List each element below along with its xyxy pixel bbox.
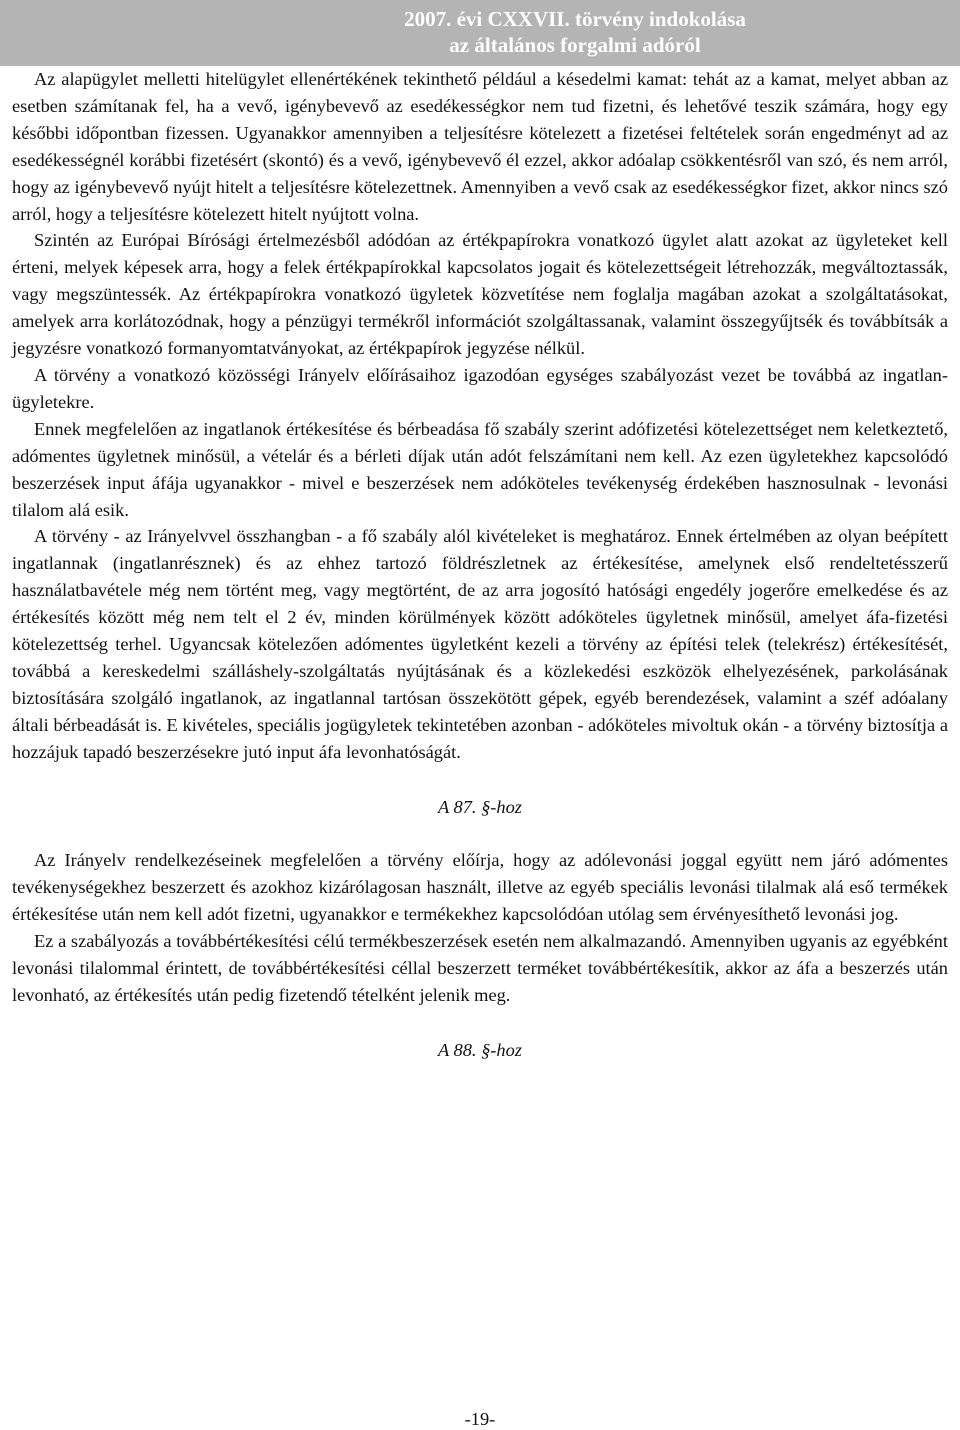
paragraph-real-estate-intro: A törvény a vonatkozó közösségi Irányelv előírásaihoz igazodóan egységes szabályozást vezet be továbbá az ingatlan-ügyletekre.: [12, 364, 948, 412]
paragraph-resale: Ez a szabályozás a továbbértékesítési célú termékbeszerzések esetén nem alkalmazandó. Amennyiben ugyanis az egyébként levonási tilalommal érintett, de továbbértékesítési céllal beszerzett terméket továbbértékesítik, akkor az áfa a beszerzés után levonható, az értékesítés után pedig fizetendő tételként jelenik meg.: [12, 931, 948, 1005]
paragraph-irányelv: Az Irányelv rendelkezéseinek megfelelően a törvény előírja, hogy az adólevonási joggal együtt nem járó adómentes tevékenységekhez beszerzett és azokhoz kizárólagosan használt, illetve az egyéb speciális levonási tilalmak alá eső termékek értékesítése után nem kell adót fizetni, ugyanakkor e termékekhez kapcsolódóan utólag sem érvényesíthető levonási jog.: [12, 850, 948, 925]
header-subtitle: az általános forgalmi adóról: [449, 33, 701, 57]
document-body: [12, 66, 948, 1091]
section-heading-88: A 88. §-hoz: [438, 1039, 522, 1060]
section-heading-87: A 87. §-hoz: [438, 796, 522, 817]
header-title: 2007. évi CXXVII. törvény indokolása: [404, 7, 746, 31]
page-header: [0, 0, 960, 66]
paragraph-exceptions: A törvény - az Irányelvvel összhangban - a fő szabály alól kivételeket is meghatároz. Ennek értelmében az olyan beépített ingatlannak (ingatlanrésznek) és az ehhez tartozó földrészletnek az értékesítése, amelynek első rendeltetésszerű használatbavétele még nem történt meg, vagy megtörtént, de az arra jogosító hatósági engedély jogerőre emelkedése és az értékesítés között még nem telt el 2 év, minden körülmények között adóköteles ügyletnek minősül, amelyet áfa-fizetési kötelezettség terhel. Ugyancsak kötelezően adómentes ügyletként kezeli a törvény az építési telek (telekrész) értékesítését, továbbá a kereskedelmi szálláshely-szolgáltatás nyújtásának és a közlekedési eszközök elhelyezésének, parkolásának biztosítására szolgáló ingatlanok, az ingatlannal tartósan összekötött gépek, egyéb berendezések, valamint a széf adóalany általi bérbeadását is. E kivételes, speciális jogügyletek tekintetében azonban - adóköteles mivoltuk okán - a törvény biztosítja a hozzájuk tapadó beszerzésekre jutó input áfa levonhatóságát.: [12, 526, 948, 762]
paragraph-securities: Szintén az Európai Bírósági értelmezésből adódóan az értékpapírokra vonatkozó ügylet alatt azokat az ügyleteket kell érteni, melyek képesek arra, hogy a felek értékpapírokkal kapcsolatos jogait és kötelezettségeit létrehozzák, megváltoztassák, vagy megszüntessék. Az értékpapírokra vonatkozó ügyletek közvetítése nem foglalja magában azokat a szolgáltatásokat, amelyek arra korlátozódnak, hogy a pénzügyi termékről információt szolgáltassanak, valamint összegyűjtsék és továbbítsák a jegyzésre vonatkozó formanyomtatványokat, az értékpapírok jegyzése nélkül.: [12, 230, 948, 359]
paragraph-real-estate-exemption: Ennek megfelelően az ingatlanok értékesítése és bérbeadása fő szabály szerint adófizetési kötelezettséget nem keletkeztető, adómentes ügyletnek minősül, a vételár és a bérleti díjak után adót felszámítani nem kell. Az ezen ügyletekhez kapcsolódó beszerzések input áfája ugyanakkor - mivel e beszerzések nem adóköteles tevékenység érdekében hasznosulnak - levonási tilalom alá esik.: [12, 418, 948, 520]
paragraph-late-interest: Az alapügylet melletti hitelügylet ellenértékének tekinthető például a késedelmi kamat: tehát az a kamat, melyet abban az esetben számítanak fel, ha a vevő, igénybevevő az esedékességkor nem tud fizetni, és lehetővé teszik számára, hogy egy későbbi időpontban fizessen. Ugyanakkor amennyiben a teljesítésre kötelezett a fizetései feltételek során engedményt ad az esedékességnél korábbi fizetésért (skontó) és a vevő, igénybevevő él ezzel, akkor adóalap csökkentésről van szó, és nem arról, hogy az igénybevevő nyújt hitelt a teljesítésre kötelezettnek. Amennyiben a vevő csak az esedékességkor fizet, akkor nincs szó arról, hogy a teljesítésre kötelezett hitelt nyújtott volna.: [12, 69, 948, 224]
page-number: -19-: [464, 1409, 496, 1429]
